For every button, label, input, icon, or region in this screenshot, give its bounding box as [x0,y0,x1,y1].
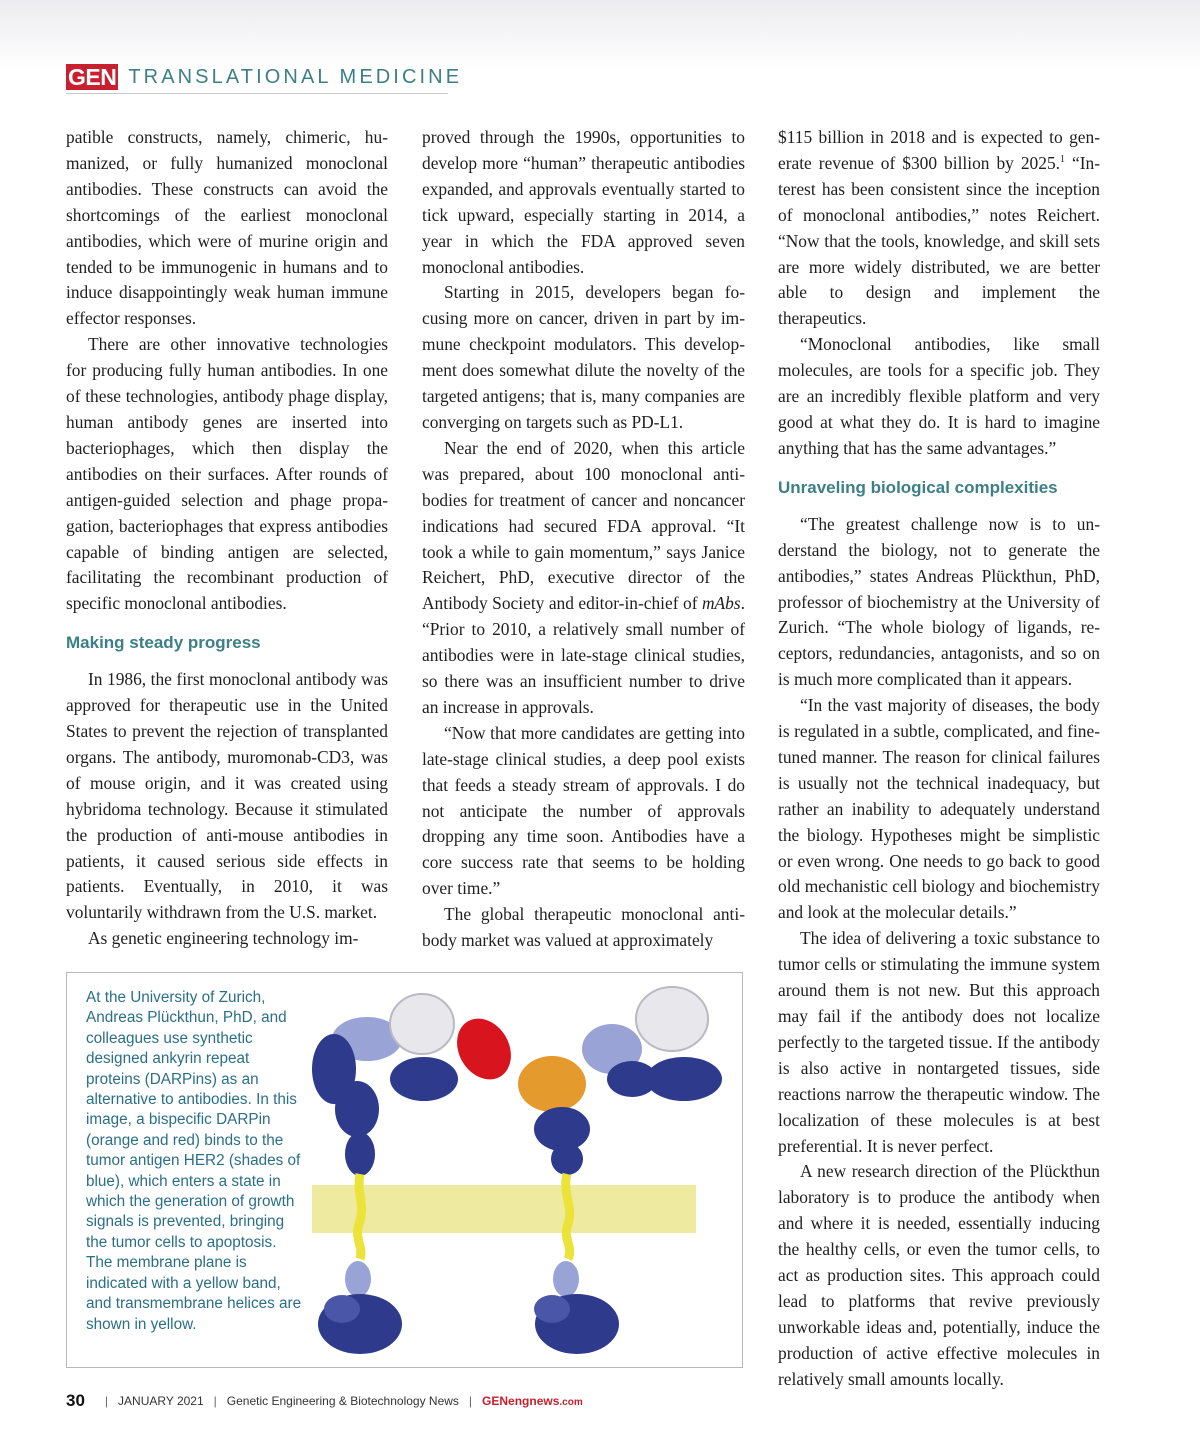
paragraph: “Now that more candidates are getting into late-stage clinical studies, a deep pool exists that feeds a steady stream of approvals. I do not anticipate the number of approvals dropping any time soon. Antibodies have a core success rate that seems to be holding over time.” [422,722,745,899]
footer-separator: | [213,1394,217,1408]
paragraph: patible constructs, namely, chimeric, humanized, or fully humanized monoclonal antibodies. These constructs can avoid the shortcomings of the earliest monoclonal antibodies, which were of murine origin and tended to be immunogenic in humans and to induce disappointingly weak human immune effector responses. [66,127,388,329]
paragraph: As genetic engineering technology im- [88,928,359,949]
gen-logo: GEN [68,64,117,90]
website-tld: .com [559,1397,583,1408]
paragraph: Starting in 2015, developers began focusing more on cancer, driven in part by immune checkpoint modulators. This development does somewhat dilute the novelty of the targeted antigens; that is, many companies are converging on targets such as PD-L1. [422,282,745,432]
footnote-ref: 1 [1059,154,1065,166]
text-run: $115 billion in 2018 and is expected to generate revenue of $300 billion by 2025. [778,127,1100,173]
paragraph: A new research direction of the Plückthun laboratory is to produce the antibody when and where it is needed, essentially inducing the healthy cells, or even the tumor cells, to act as production sites. This approach could lead to platforms that revive previously unworkable ideas and, potentially, induce the production of active effective molecules in relatively small amounts locally. [778,1161,1100,1389]
paragraph: “Monoclonal antibodies, like small molecules, are tools for a specific job. They are an incredibly flexible platform and very good at what they do. It is hard to imagine anything that has the same advantages.” [778,334,1100,458]
section-title: TRANSLATIONAL MEDICINE [128,65,463,88]
paragraph: The idea of delivering a toxic substance to tumor cells or stimulating the immune system around them is not new. But this approach may fail if the antibody does not localize perfectly to the targeted tissue. If the antibody is also active in nontargeted tissues, side reactions narrow the therapeutic window. The localization of these molecules is at best preferential. It is never perfect. [778,928,1100,1156]
paragraph [422,436,745,721]
subheading: Making steady progress [66,633,261,653]
website-link[interactable] [482,1394,583,1408]
running-header [66,62,462,92]
website-name: GENengnews [482,1394,560,1408]
text-run: “Interest has been consistent since the inception of monoclonal antibodies,” notes Reichert. “Now that the tools, knowledge, and skill sets are more widely distributed, we are better able to design and implement the therapeutics. [778,152,1100,329]
figure-box [66,972,743,1368]
subheading: Unraveling biological complexities [778,477,1058,497]
issue-date: JANUARY 2021 [118,1394,204,1408]
publication-name: Genetic Engineering & Biotechnology News [226,1394,459,1408]
paragraph: “The greatest challenge now is to understand the biology, not to generate the antibodies,” states Andreas Plückthun, PhD, professor of biochemistry at the University of Zurich. “The whole biology of ligands, receptors, redundancies, antagonists, and so on is much more complicated than it appears. [778,513,1100,690]
paragraph: The global therapeutic monoclonal antibody market was valued at approximately [422,904,745,951]
footer-separator: | [468,1394,473,1408]
figure-caption: At the University of Zurich, Andreas Plückthun, PhD, and colleagues use synthetic designed ankyrin repeat proteins (DARPins) as an alternative to antibodies. In this image, a bispecific DARPin (orange and red) binds to the tumor antigen HER2 (shades of blue), which enters a state in which the generation of growth signals is prevented, bringing the tumor cells to apoptosis. The membrane plane is indicated with a yellow band, and transmembrane helices are shown in yellow. [86,989,302,1333]
journal-name: mAbs [701,593,741,614]
page-number: 30 [66,1391,85,1410]
page-footer [66,1391,583,1411]
top-gradient [0,0,1200,70]
column-2 [422,125,745,954]
column-3 [778,125,1100,1393]
text-run: Near the end of 2020, when this article was prepared, about 100 monoclonal antibodies for treatment of cancer and noncancer indications had secured FDA approval. “It took a while to gain momentum,” says Janice Reichert, PhD, executive director of the Antibody Society and editor-in-chief of [422,437,745,614]
paragraph: proved through the 1990s, opportunities to develop more “human” therapeutic antibodies expanded, and approvals eventually started to tick upward, especially starting in 2014, a year in which the FDA approved seven monoclonal antibodies. [422,127,745,277]
footer-separator: | [104,1394,109,1408]
column-1 [66,125,388,952]
darpin-orange [518,1056,586,1112]
paragraph: In 1986, the first monoclonal antibody was approved for therapeutic use in the United States to prevent the rejection of transplanted organs. The antibody, muromonab-CD3, was of mouse origin, and it was created using hybridoma technology. Because it stimulated the production of anti-mouse antibodies in patients, it caused serious side effects in patients. Eventually, in 2010, it was voluntarily withdrawn from the U.S. market. [66,669,388,923]
header-rule [66,93,448,94]
her2-receptor-right [534,987,722,1354]
membrane-band [312,1185,696,1233]
her2-receptor-left [312,994,458,1354]
paragraph: There are other innovative technologies for producing fully human antibodies. In one of these technologies, antibody phage display, human antibody genes are inserted into bacteriophages, which then display the antibodies on their surfaces. After rounds of antigen-guided selection and phage propagation, bacteriophages that express antibodies capable of binding antigen are selected, facilitating the recombinant production of specific monoclonal antibodies. [66,334,388,614]
protein-structure-image [312,979,737,1364]
paragraph: “In the vast majority of diseases, the body is regulated in a subtle, complicated, and fine-tuned manner. The reason for clinical failures is usually not the technical inadequacy, but rather an inability to adequately understand the biology. Hypotheses might be simplistic or even wrong. One needs to go back to good old mechanistic cell biology and biochemistry and look at the molecular details.” [778,695,1100,923]
text-run: . “Prior to 2010, a relatively small number of antibodies were in late-stage clinical studies, so there was an insufficient number to drive an increase in approvals. [422,593,745,717]
paragraph [778,125,1100,332]
